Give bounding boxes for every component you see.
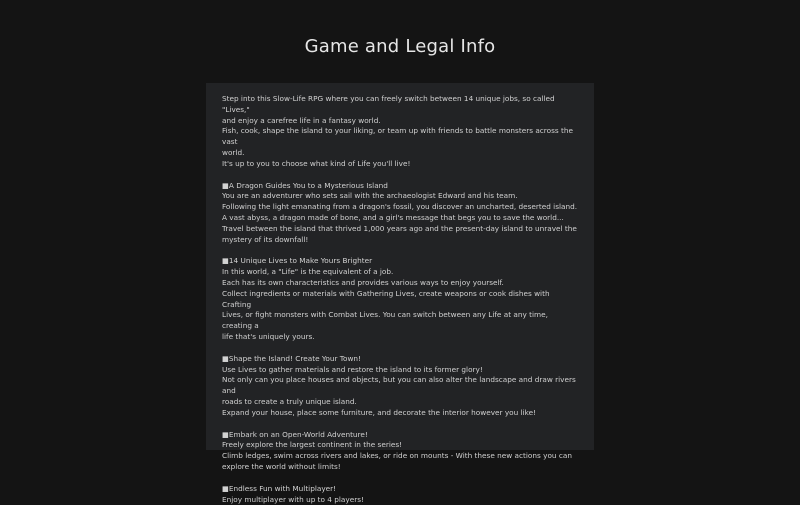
section-heading: ■Embark on an Open-World Adventure!	[222, 430, 578, 441]
description-line: Fish, cook, shape the island to your liking, or team up with friends to battle monsters across the vast	[222, 126, 578, 148]
description-line: You are an adventurer who sets sail with the archaeologist Edward and his team.	[222, 191, 578, 202]
description-line: life that's uniquely yours.	[222, 332, 578, 343]
description-line: Lives, or fight monsters with Combat Lives. You can switch between any Life at any time, creating a	[222, 310, 578, 332]
description-line: Enjoy multiplayer with up to 4 players!	[222, 495, 578, 505]
description-line: Following the light emanating from a dragon's fossil, you discover an uncharted, deserted island.	[222, 202, 578, 213]
description-line: Use Lives to gather materials and restore the island to its former glory!	[222, 365, 578, 376]
description-line: mystery of its downfall!	[222, 235, 578, 246]
description-line: roads to create a truly unique island.	[222, 397, 578, 408]
description-line: In this world, a "Life" is the equivalent of a job.	[222, 267, 578, 278]
game-description-panel[interactable]	[206, 83, 594, 450]
multiplayer-section	[222, 484, 578, 505]
description-line: Travel between the island that thrived 1,000 years ago and the present-day island to unravel the	[222, 224, 578, 235]
description-line: Climb ledges, swim across rivers and lakes, or ride on mounts - With these new actions you can	[222, 451, 578, 462]
description-line: Expand your house, place some furniture, and decorate the interior however you like!	[222, 408, 578, 419]
lives-section	[222, 256, 578, 342]
dragon-section	[222, 181, 578, 246]
description-line: A vast abyss, a dragon made of bone, and a girl's message that begs you to save the world...	[222, 213, 578, 224]
section-heading: ■Endless Fun with Multiplayer!	[222, 484, 578, 495]
description-line: explore the world without limits!	[222, 462, 578, 473]
section-heading: ■A Dragon Guides You to a Mysterious Island	[222, 181, 578, 192]
description-line: Not only can you place houses and objects, but you can also alter the landscape and draw rivers and	[222, 375, 578, 397]
section-heading: ■Shape the Island! Create Your Town!	[222, 354, 578, 365]
island-section	[222, 354, 578, 419]
open-world-section	[222, 430, 578, 473]
description-line: world.	[222, 148, 578, 159]
description-line: Collect ingredients or materials with Gathering Lives, create weapons or cook dishes with Crafting	[222, 289, 578, 311]
description-line: Each has its own characteristics and provides various ways to enjoy yourself.	[222, 278, 578, 289]
description-line: It's up to you to choose what kind of Life you'll live!	[222, 159, 578, 170]
description-line: Step into this Slow-Life RPG where you can freely switch between 14 unique jobs, so called "Lives,"	[222, 94, 578, 116]
intro-section	[222, 94, 578, 170]
description-line: Freely explore the largest continent in the series!	[222, 440, 578, 451]
page-title: Game and Legal Info	[0, 36, 800, 57]
description-line: and enjoy a carefree life in a fantasy world.	[222, 116, 578, 127]
section-heading: ■14 Unique Lives to Make Yours Brighter	[222, 256, 578, 267]
